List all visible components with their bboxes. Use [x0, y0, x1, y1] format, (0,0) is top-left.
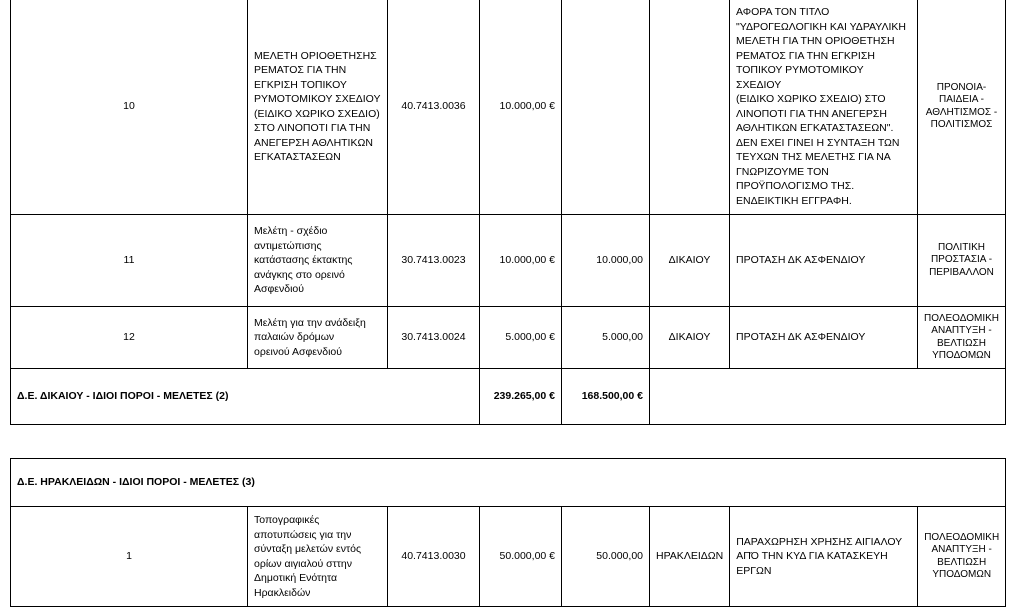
budget-amount: 50.000,00 € [480, 507, 562, 607]
approved-amount: 5.000,00 [562, 307, 650, 369]
table-row [11, 307, 1006, 369]
section-header-row [11, 459, 1006, 507]
project-note: ΠΡΟΤΑΣΗ ΔΚ ΑΣΦΕΝΔΙΟΥ [730, 215, 918, 307]
projects-table-irakleidon [10, 458, 1006, 607]
project-category: ΠΟΛΙΤΙΚΗ ΠΡΟΣΤΑΣΙΑ - ΠΕΡΙΒΑΛΛΟΝ [918, 215, 1006, 307]
total-approved: 168.500,00 € [562, 369, 650, 425]
budget-amount: 10.000,00 € [480, 215, 562, 307]
approved-amount: 10.000,00 [562, 215, 650, 307]
total-budget: 239.265,00 € [480, 369, 562, 425]
project-category: ΠΟΛΕΟΔΟΜΙΚΗ ΑΝΑΠΤΥΞΗ - ΒΕΛΤΙΩΣΗ ΥΠΟΔΟΜΩΝ [918, 507, 1006, 607]
project-category: ΠΡΟΝΟΙΑ- ΠΑΙΔΕΙΑ - ΑΘΛΗΤΙΣΜΟΣ - ΠΟΛΙΤΙΣΜΟΣ [918, 0, 1006, 215]
section-header: Δ.Ε. ΗΡΑΚΛΕΙΔΩΝ - ΙΔΙΟΙ ΠΟΡΟΙ - ΜΕΛΕΤΕΣ (3) [11, 459, 1006, 507]
total-row [11, 369, 1006, 425]
budget-amount: 10.000,00 € [480, 0, 562, 215]
budget-code: 40.7413.0030 [388, 507, 480, 607]
project-note: ΠΡΟΤΑΣΗ ΔΚ ΑΣΦΕΝΔΙΟΥ [730, 307, 918, 369]
municipal-unit: ΔΙΚΑΙΟΥ [650, 307, 730, 369]
row-number: 1 [11, 507, 248, 607]
total-label: Δ.Ε. ΔΙΚΑΙΟΥ - ΙΔΙΟΙ ΠΟΡΟΙ - ΜΕΛΕΤΕΣ (2) [11, 369, 480, 425]
project-category: ΠΟΛΕΟΔΟΜΙΚΗ ΑΝΑΠΤΥΞΗ - ΒΕΛΤΙΩΣΗ ΥΠΟΔΟΜΩΝ [918, 307, 1006, 369]
project-title: Μελέτη για την ανάδειξη παλαιών δρόμων ορεινού Ασφενδιού [248, 307, 388, 369]
budget-code: 40.7413.0036 [388, 0, 480, 215]
row-number: 11 [11, 215, 248, 307]
budget-code: 30.7413.0024 [388, 307, 480, 369]
municipal-unit: ΔΙΚΑΙΟΥ [650, 215, 730, 307]
municipal-unit: ΗΡΑΚΛΕΙΔΩΝ [650, 507, 730, 607]
project-note: ΠΑΡΑΧΩΡΗΣΗ ΧΡΗΣΗΣ ΑΙΓΙΑΛΟΥ ΑΠΌ ΤΗΝ ΚΥΔ ΓΙΑ ΚΑΤΑΣΚΕΥΗ ΕΡΓΩΝ [730, 507, 918, 607]
approved-amount [562, 0, 650, 215]
row-number: 12 [11, 307, 248, 369]
project-note: ΑΦΟΡΑ ΤΟΝ ΤΙΤΛΟ "ΥΔΡΟΓΕΩΛΟΓΙΚΗ ΚΑΙ ΥΔΡΑΥΛΙΚΗ ΜΕΛΕΤΗ ΓΙΑ ΤΗΝ ΟΡΙΟΘΕΤΗΣΗ ΡΕΜΑΤΟΣ ΓΙΑ ΤΗΝ ΕΓΚΡΙΣΗ ΤΟΠΙΚΟΥ ΡΥΜΟΤΟΜΙΚΟΥ ΣΧΕΔΙΟΥ (ΕΙΔΙΚΟ ΧΩΡΙΚΟ ΣΧΕΔΙΟ) ΣΤΟ ΛΙΝΟΠΟΤΙ ΓΙΑ ΤΗΝ ΑΝΕΓΕΡΣΗ ΑΘΛΗΤΙΚΩΝ ΕΓΚΑΤΑΣΤΑΣΕΩΝ". ΔΕΝ ΕΧΕΙ ΓΙΝΕΙ Η ΣΥΝΤΑΞΗ ΤΩΝ ΤΕΥΧΩΝ ΤΗΣ ΜΕΛΕΤΗΣ ΓΙΑ ΝΑ ΓΝΩΡΙΖΟΥΜΕ ΤΟΝ ΠΡΟΫΠΟΛΟΓΙΣΜΟ ΤΗΣ. ΕΝΔΕΙΚΤΙΚΗ ΕΓΓΡΑΦΗ. [730, 0, 918, 215]
table-row [11, 507, 1006, 607]
municipal-unit [650, 0, 730, 215]
projects-table-dikaiou [10, 0, 1006, 425]
budget-code: 30.7413.0023 [388, 215, 480, 307]
project-title: Τοπογραφικές αποτυπώσεις για την σύνταξη μελετών εντός ορίων αιγιαλού σττην Δημοτική Ενότητα Ηρακλειδών [248, 507, 388, 607]
budget-amount: 5.000,00 € [480, 307, 562, 369]
approved-amount: 50.000,00 [562, 507, 650, 607]
table-row [11, 215, 1006, 307]
project-title: Μελέτη - σχέδιο αντιμετώπισης κατάστασης έκτακτης ανάγκης στο ορεινό Ασφενδιού [248, 215, 388, 307]
row-number: 10 [11, 0, 248, 215]
table-row [11, 0, 1006, 215]
project-title: ΜΕΛΕΤΗ ΟΡΙΟΘΕΤΗΣΗΣ ΡΕΜΑΤΟΣ ΓΙΑ ΤΗΝ ΕΓΚΡΙΣΗ ΤΟΠΙΚΟΥ ΡΥΜΟΤΟΜΙΚΟΥ ΣΧΕΔΙΟΥ (ΕΙΔΙΚΟ ΧΩΡΙΚΟ ΣΧΕΔΙΟ) ΣΤΟ ΛΙΝΟΠΟΤΙ ΓΙΑ ΤΗΝ ΑΝΕΓΕΡΣΗ ΑΘΛΗΤΙΚΩΝ ΕΓΚΑΤΑΣΤΑΣΕΩΝ [248, 0, 388, 215]
total-empty [650, 369, 1006, 425]
